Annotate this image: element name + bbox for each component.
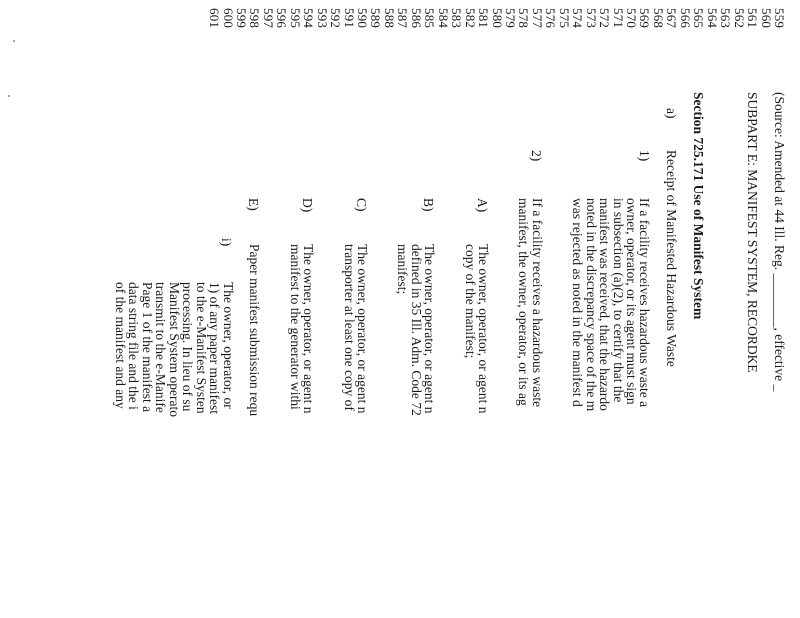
item-D-marker: D)	[300, 198, 315, 213]
line-number: 582	[463, 8, 478, 29]
line-number: 587	[395, 8, 410, 29]
text-line: Page 1 of the manifest a	[140, 282, 155, 413]
text-line: noted in the discrepancy space of the m	[584, 198, 599, 412]
line-number: 570	[624, 8, 639, 29]
item-E-marker: E)	[246, 198, 261, 211]
line-number: 562	[732, 8, 747, 29]
item-C-marker: C)	[354, 198, 369, 212]
text-line: in subsection (a)(2), to certify that the	[611, 198, 626, 403]
scan-speck	[13, 40, 15, 42]
line-number: 565	[691, 8, 706, 29]
text-line: The owner, operator, or agent n	[476, 244, 491, 414]
subpart-heading: SUBPART E: MANIFEST SYSTEM, RECORDKE	[745, 92, 760, 373]
text-line: 1) of any paper manifest	[207, 282, 222, 414]
line-number: 561	[745, 8, 760, 29]
line-number: 589	[368, 8, 383, 29]
line-number: 595	[288, 8, 303, 29]
line-number: 560	[759, 8, 774, 29]
line-number: 573	[584, 8, 599, 29]
line-number: 588	[382, 8, 397, 29]
source-note: (Source: Amended at 44 Ill. Reg. ________, effective _	[772, 92, 787, 392]
text-line: manifest to the generator withi	[288, 244, 303, 410]
text-line: defined in 35 Ill. Adm. Code 72	[409, 244, 424, 416]
line-number: 579	[503, 8, 518, 29]
text-line: was rejected as noted in the manifest d	[570, 198, 585, 407]
text-line: manifest, the owner, operator, or its ag	[516, 198, 531, 406]
line-number: 576	[543, 8, 558, 29]
line-number: 600	[221, 8, 236, 29]
subsection-a-heading: Receipt of Manifested Hazardous Waste	[664, 150, 679, 367]
line-number: 585	[422, 8, 437, 29]
text-line: to the e-Manifest Systen	[194, 282, 209, 414]
text-line: owner, operator, or its agent must sign	[624, 198, 639, 405]
line-number: 583	[449, 8, 464, 29]
text-line: of the manifest and any	[113, 282, 128, 409]
paragraph-2-marker: 2)	[529, 150, 544, 162]
text-line: Paper manifest submission requ	[247, 244, 262, 417]
text-line: The owner, operator, or agent n	[355, 244, 370, 414]
line-number: 566	[678, 8, 693, 29]
line-number: 581	[476, 8, 491, 29]
text-line: The owner, operator, or agent n	[301, 244, 316, 414]
line-number: 564	[705, 8, 720, 29]
text-line: processing. In lieu of su	[180, 282, 195, 412]
text-line: If a facility receives hazardous waste a	[637, 198, 652, 408]
line-number: 577	[530, 8, 545, 29]
line-number: 574	[570, 8, 585, 29]
text-line: manifest;	[395, 244, 410, 295]
line-number: 592	[328, 8, 343, 29]
line-number: 597	[261, 8, 276, 29]
line-number: 584	[436, 8, 451, 29]
text-line: If a facility receives a hazardous waste	[530, 198, 545, 408]
section-heading: Section 725.171 Use of Manifest System	[691, 92, 706, 320]
text-line: data string file and the i	[126, 282, 141, 410]
text-line: copy of the manifest;	[463, 244, 478, 359]
line-number: 591	[342, 8, 357, 29]
line-number: 594	[301, 8, 316, 29]
line-number: 598	[247, 8, 262, 29]
line-number: 569	[637, 8, 652, 29]
line-number: 572	[597, 8, 612, 29]
line-number: 567	[664, 8, 679, 29]
text-line: transmit to the e-Manife	[153, 282, 168, 413]
line-number: 590	[355, 8, 370, 29]
line-number: 596	[274, 8, 289, 29]
line-number: 568	[651, 8, 666, 29]
item-i-marker: i)	[219, 238, 234, 247]
line-number: 593	[315, 8, 330, 29]
text-line: transporter at least one copy of	[342, 244, 357, 411]
line-number: 599	[234, 8, 249, 29]
text-line: manifest was received, that the hazardo	[597, 198, 612, 411]
text-line: The owner, operator, or agent n	[422, 244, 437, 414]
line-number: 586	[409, 8, 424, 29]
subsection-a-marker: a)	[664, 108, 679, 119]
line-number: 559	[772, 8, 787, 29]
text-line: The owner, operator, or	[221, 282, 236, 409]
line-number: 563	[718, 8, 733, 29]
line-number: 575	[557, 8, 572, 29]
paragraph-1-marker: 1)	[637, 150, 652, 162]
item-B-marker: B)	[421, 198, 436, 212]
text-line: Manifest System operato	[167, 282, 182, 417]
line-number: 580	[490, 8, 505, 29]
line-number: 571	[611, 8, 626, 29]
line-number: 601	[207, 8, 222, 29]
item-A-marker: A)	[475, 198, 490, 213]
line-number: 578	[516, 8, 531, 29]
scan-speck	[8, 95, 10, 97]
